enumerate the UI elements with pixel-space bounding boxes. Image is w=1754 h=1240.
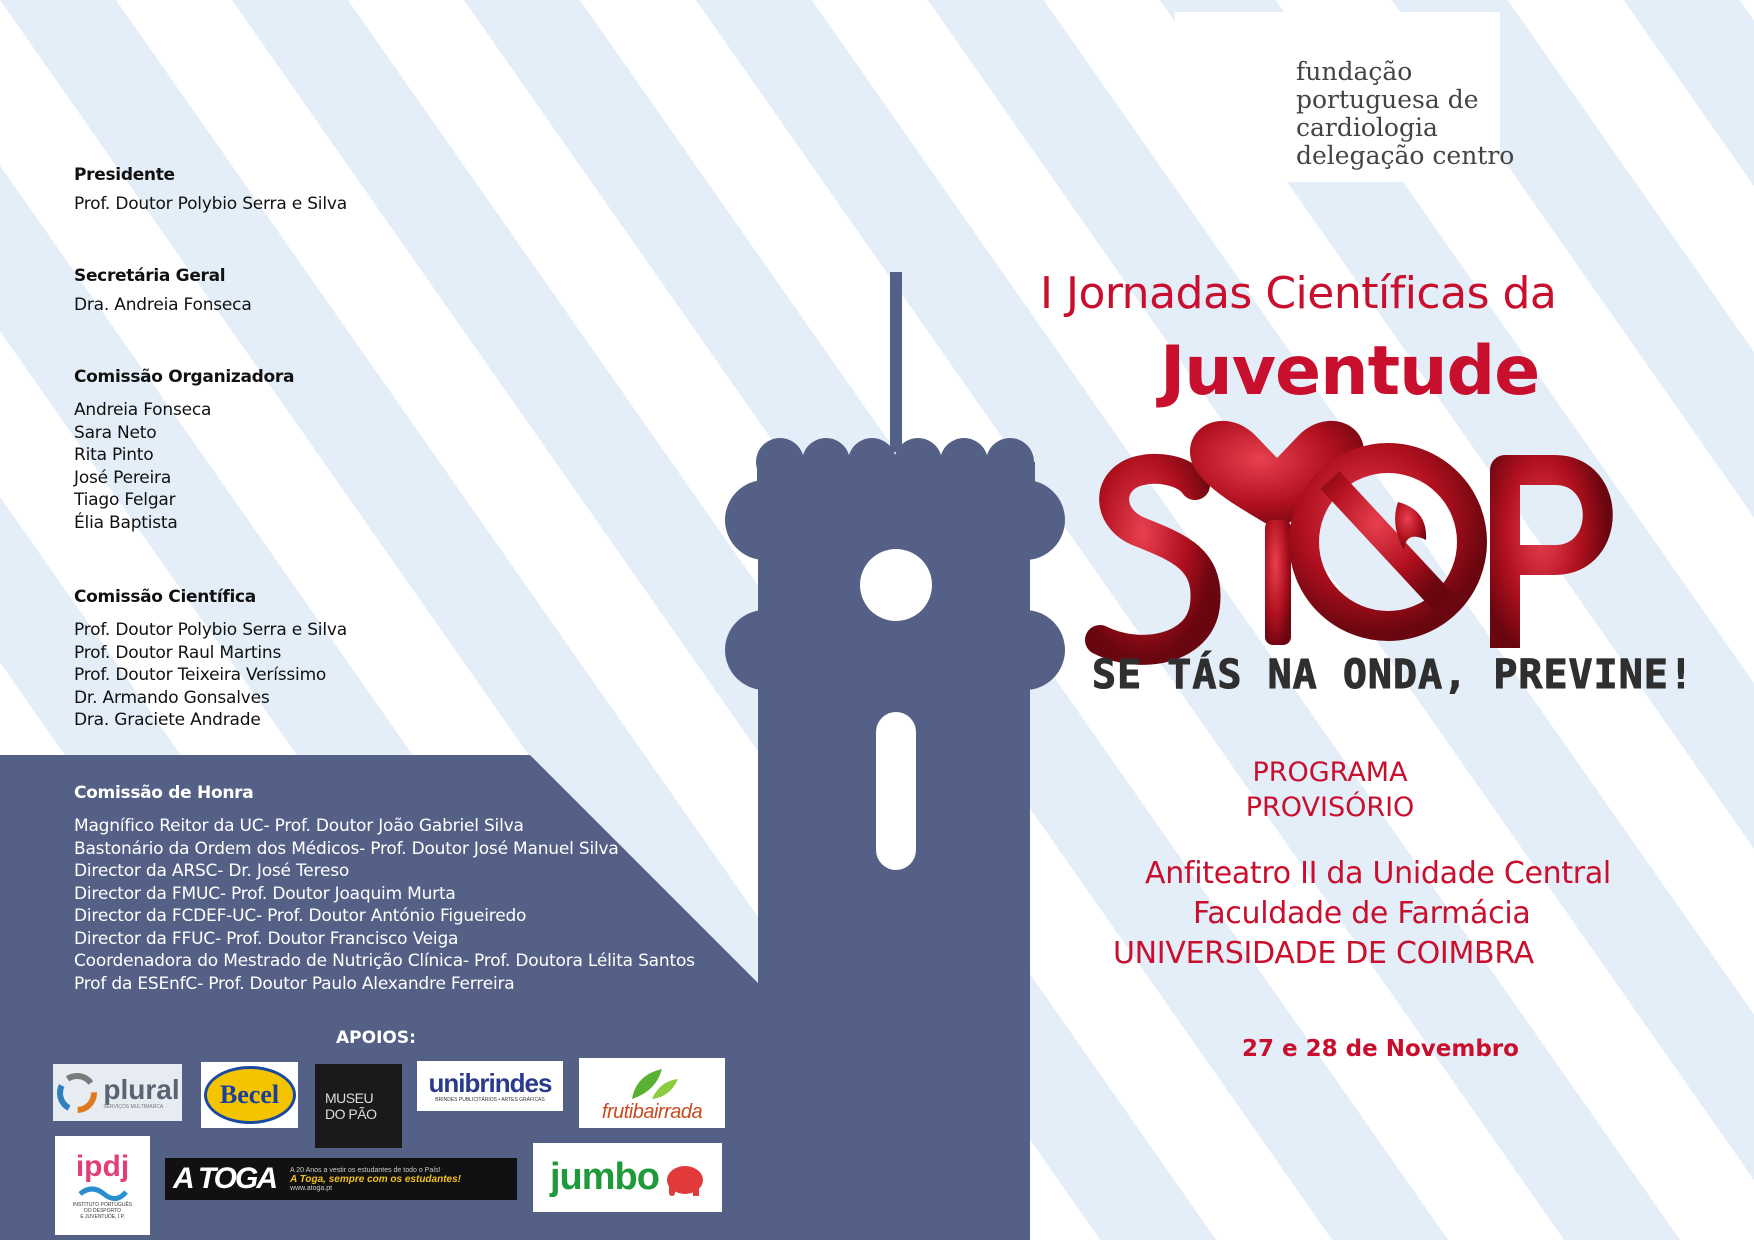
member: Dra. Andreia Fonseca bbox=[74, 295, 252, 315]
jumbo-name: jumbo bbox=[550, 1156, 659, 1198]
program-line-1: PROGRAMA bbox=[1252, 757, 1408, 788]
event-title-line-2: Juventude bbox=[1160, 332, 1540, 411]
member: Rita Pinto bbox=[74, 445, 154, 465]
plural-sub: SERVIÇOS MULTIMARCA bbox=[103, 1103, 164, 1110]
sponsor-frutibairrada bbox=[579, 1058, 725, 1128]
member: Bastonário da Ordem dos Médicos- Prof. Doutor José Manuel Silva bbox=[74, 838, 619, 859]
organization-name bbox=[1296, 58, 1514, 170]
member: Magnífico Reitor da UC- Prof. Doutor João Gabriel Silva bbox=[74, 816, 524, 836]
section-presidente bbox=[74, 165, 714, 216]
org-line-1: fundação bbox=[1296, 57, 1413, 86]
sponsor-ipdj bbox=[55, 1136, 150, 1235]
plural-name: plural bbox=[103, 1073, 180, 1105]
sponsor-jumbo bbox=[533, 1143, 722, 1212]
section-title: Presidente bbox=[74, 165, 175, 185]
section-secretaria bbox=[74, 266, 714, 317]
museu-line-1: MUSEU bbox=[325, 1090, 374, 1106]
member: Director da FMUC- Prof. Doutor Joaquim Murta bbox=[74, 883, 456, 904]
member: Sara Neto bbox=[74, 422, 157, 443]
venue-line-3: UNIVERSIDADE DE COIMBRA bbox=[1113, 936, 1534, 971]
atoga-slogan: A Toga, sempre com os estudantes! bbox=[290, 1173, 461, 1185]
member: Coordenadora do Mestrado de Nutrição Clínica- Prof. Doutora Lélita Santos bbox=[74, 951, 695, 971]
section-honra bbox=[74, 783, 754, 995]
section-title: Secretária Geral bbox=[74, 266, 226, 286]
program-line-2: PROVISÓRIO bbox=[1245, 792, 1415, 823]
sponsor-becel bbox=[201, 1062, 298, 1128]
section-organizadora bbox=[74, 367, 714, 534]
wave-icon bbox=[78, 1182, 128, 1202]
unibrindes-sub: BRINDES PUBLICITÁRIOS • ARTES GRÁFICAS bbox=[435, 1097, 545, 1103]
member: Tiago Felgar bbox=[74, 490, 176, 510]
atoga-line-1: A 20 Anos a vestir os estudantes de todo o País! bbox=[290, 1166, 441, 1174]
member: Prof. Doutor Teixeira Veríssimo bbox=[74, 665, 327, 685]
member: Prof da ESEnfC- Prof. Doutor Paulo Alexandre Ferreira bbox=[74, 973, 515, 994]
atoga-name: A TOGA bbox=[173, 1162, 277, 1195]
ipdj-sub-3: E JUVENTUDE, I.P. bbox=[80, 1213, 125, 1220]
section-title: Comissão Organizadora bbox=[74, 367, 295, 387]
museu-line-2: DO PÃO bbox=[325, 1106, 377, 1122]
section-cientifica bbox=[74, 587, 714, 732]
member: Dr. Armando Gonsalves bbox=[74, 687, 270, 708]
section-title: Comissão Científica bbox=[74, 587, 256, 607]
sponsors-title: APOIOS: bbox=[336, 1028, 416, 1048]
atoga-url: www.atoga.pt bbox=[290, 1184, 333, 1192]
member: Andreia Fonseca bbox=[74, 400, 212, 420]
venue-line-2: Faculdade de Farmácia bbox=[1193, 896, 1531, 931]
sponsor-museu-do-pao bbox=[315, 1064, 402, 1148]
event-date: 27 e 28 de Novembro bbox=[1242, 1036, 1519, 1062]
member: Élia Baptista bbox=[74, 512, 178, 533]
org-line-2: portuguesa de bbox=[1296, 85, 1479, 114]
member: José Pereira bbox=[74, 467, 172, 488]
leaf-icon bbox=[622, 1065, 682, 1101]
section-title: Comissão de Honra bbox=[74, 783, 254, 803]
member: Director da FCDEF-UC- Prof. Doutor António Figueiredo bbox=[74, 906, 527, 926]
frutibairrada-name: frutibairrada bbox=[601, 1101, 703, 1123]
ipdj-sub-1: INSTITUTO PORTUGUÊS bbox=[72, 1201, 133, 1208]
org-line-4: delegação centro bbox=[1296, 141, 1515, 170]
member: Prof. Doutor Polybio Serra e Silva bbox=[74, 194, 347, 214]
plural-swirl-icon bbox=[55, 1071, 99, 1115]
venue-line-1: Anfiteatro II da Unidade Central bbox=[1145, 856, 1611, 891]
sponsor-plural bbox=[53, 1064, 182, 1121]
org-line-3: cardiologia bbox=[1296, 113, 1438, 142]
elephant-icon bbox=[659, 1158, 705, 1198]
member: Dra. Graciete Andrade bbox=[74, 710, 261, 730]
event-tagline: SE TÁS NA ONDA, PREVINE! bbox=[1092, 652, 1694, 698]
sponsor-atoga bbox=[165, 1158, 517, 1200]
sponsor-unibrindes bbox=[417, 1061, 563, 1111]
becel-name: Becel bbox=[219, 1080, 280, 1109]
ipdj-name: ipdj bbox=[75, 1149, 130, 1183]
unibrindes-name: unibrindes bbox=[428, 1068, 552, 1098]
ipdj-sub-2: DO DESPORTO bbox=[84, 1207, 121, 1214]
member: Director da FFUC- Prof. Doutor Francisco Veiga bbox=[74, 928, 459, 949]
member: Prof. Doutor Raul Martins bbox=[74, 642, 282, 663]
event-title-line-1: I Jornadas Científicas da bbox=[1040, 268, 1557, 319]
member: Prof. Doutor Polybio Serra e Silva bbox=[74, 620, 347, 640]
member: Director da ARSC- Dr. José Tereso bbox=[74, 861, 350, 881]
